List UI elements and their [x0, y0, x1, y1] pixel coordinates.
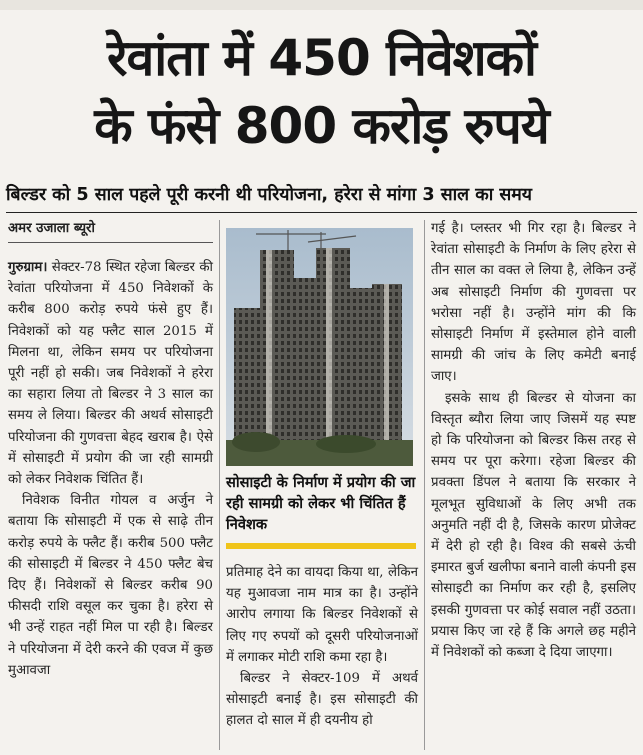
- dateline: गुरुग्राम।: [8, 260, 48, 275]
- article-paragraph: इसके साथ ही बिल्डर से योजना का विस्तृत ब्यौरा लिया जाए जिसमें यह स्पष्ट हो कि परियोजना को बिल्डर किस तरह से समय पर पूरा करेगा। रहेजा बिल्डर की प्रवक्ता डिंपल ने बताया कि सरकार ने मूलभूत सुविधाओं के लिए अभी तक अनुमति नहीं दी है, जिसके कारण प्रोजेक्ट में देरी हो रही है। विश्व की सबसे ऊंची इमारत बुर्ज खलीफा बनाने वाली कंपनी इस सोसाइटी का निर्माण कर रही है, इसलिए इसकी गुणवत्ता पर कोई सवाल नहीं उठता। प्रयास किए जा रहे हैं कि अगले छह महीने में निवेशकों को कब्जा दे दिया जाएगा।: [431, 390, 636, 661]
- page-top-strip: [0, 0, 643, 10]
- article-paragraph: बिल्डर ने सेक्टर-109 में अथर्व सोसाइटी बनाई है। इस सोसाइटी की हालत दो साल में ही दयनीय हो: [226, 671, 418, 729]
- article-paragraph: गई है। प्लस्तर भी गिर रहा है। बिल्डर ने रेवांता सोसाइटी के निर्माण के लिए हरेरा से तीन साल का वक्त ले लिया है, लेकिन उन्हें अब सोसाइटी निर्माण की गुणवत्ता पर भरोसा नहीं है। उन्होंने मांग की कि सोसाइटी निर्माण में इस्तेमाल होने वाली सामग्री की जांच के लिए कमेटी बनाई जाए।: [431, 221, 636, 385]
- headline-line-1: रेवांता में 450 निवेशकों: [107, 29, 536, 87]
- headline-line-2: के फंसे 800 करोड़ रुपये: [94, 97, 549, 155]
- column-rule-1: [219, 220, 220, 750]
- byline: अमर उजाला ब्यूरो: [8, 221, 95, 236]
- building-photo: [226, 228, 413, 466]
- article-paragraph-text: सेक्टर-78 स्थित रहेजा बिल्डर की रेवांता परियोजना में 450 निवेशकों के करीब 800 करोड़ रुपये फंसे हुए हैं। निवेशकों को यह फ्लैट साल 2015 में मिलना था, लेकिन समय पर परियोजना पूरी नहीं हो सकी। जब निवेशकों ने हरेरा का सहारा लिया तो बिल्डर ने 3 साल का समय ले लिया। बिल्डर की अथर्व सोसाइटी परियोजना की गुणवत्ता बेहद खराब है। ऐसे में सोसाइटी में प्रयोग की जा रही सामग्री को लेकर निवेशक चिंतित हैं।: [8, 260, 213, 488]
- photo-caption: सोसाइटी के निर्माण में प्रयोग की जा रही सामग्री को लेकर भी चिंतित हैं निवेशक: [226, 474, 416, 533]
- subheadline: बिल्डर को 5 साल पहले पूरी करनी थी परियोजना, हरेरा से मांगा 3 साल का समय: [6, 185, 533, 205]
- article-column-3: [431, 218, 636, 663]
- column-rule-2: [424, 220, 425, 750]
- article-paragraph: प्रतिमाह देने का वायदा किया था, लेकिन यह मुआवजा नाम मात्र का है। उन्होंने आरोप लगाया कि बिल्डर निवेशकों से लिए गए रुपयों को दूसरी परियोजनाओं में लगाकर मोटी राशि कमा रहा है।: [226, 565, 418, 665]
- article-column-1: [8, 218, 213, 681]
- caption-accent-bar: [226, 543, 416, 549]
- article-paragraph: निवेशक विनीत गोयल व अर्जुन ने बताया कि सोसाइटी में एक से साढ़े तीन करोड़ रुपये के फ्लैट हैं। करीब 500 फ्लैट की सोसाइटी में बिल्डर ने 450 फ्लैट बेच दिए हैं। निवेशकों से बिल्डर करीब 90 फीसदी राशि वसूल कर चुका है। हरेरा से भी उन्हें राहत नहीं मिल पा रही है। बिल्डर ने परियोजना में देरी करने की एवज में कुछ मुआवजा: [8, 493, 213, 678]
- subheadline-rule: [6, 212, 637, 213]
- article-column-2: [226, 562, 418, 732]
- article-paragraph: [8, 257, 213, 490]
- byline-underline: [8, 242, 213, 243]
